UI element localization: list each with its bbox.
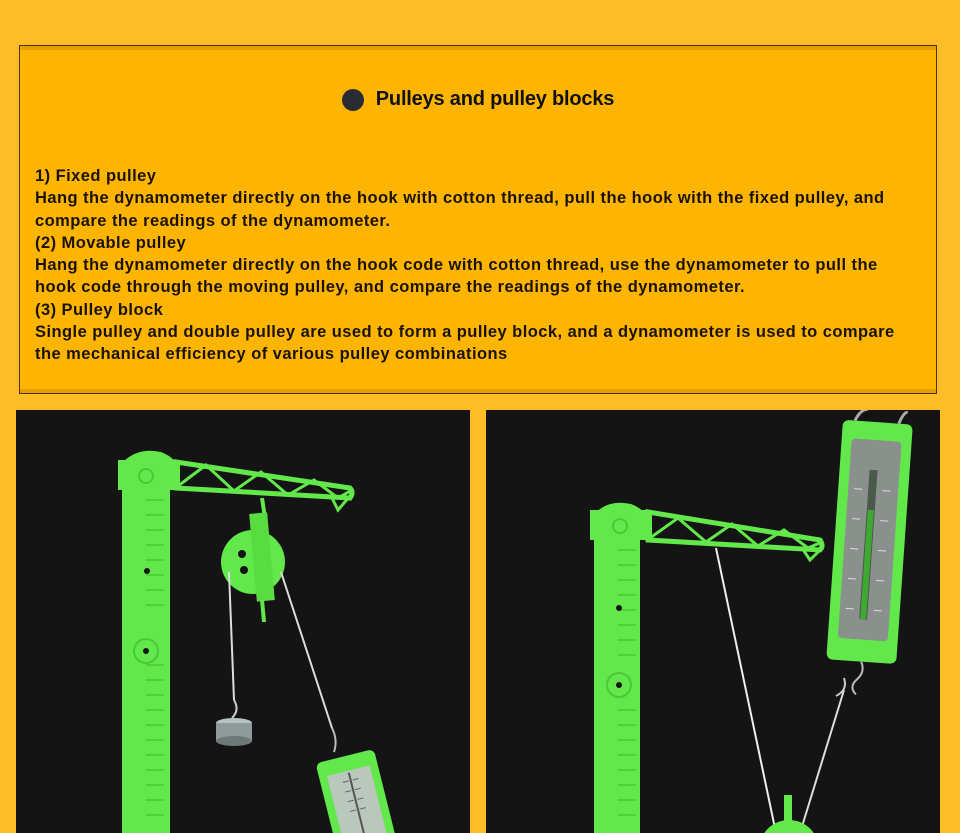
item-description-movable-pulley: Hang the dynamometer directly on the hook code with cotton thread, use the dynamometer to pull the hook code through the moving pulley, and compare the readings of the dynamometer. [35,256,878,297]
fixed-pulley-setup-photo [16,410,470,833]
crane-movable-pulley-illustration [486,410,940,833]
crane-fixed-pulley-illustration [16,410,470,833]
bullet-icon [342,89,364,111]
item-description-pulley-block: Single pulley and double pulley are used to form a pulley block, and a dynamometer is used to compare the mechanical efficiency of various pulley combinations [35,323,895,364]
item-description-fixed-pulley: Hang the dynamometer directly on the hook with cotton thread, pull the hook with the fixed pulley, and compare the readings of the dynamometer. [35,189,885,230]
instructions [35,165,916,366]
item-heading-fixed-pulley: 1) Fixed pulley [35,167,157,185]
item-heading-pulley-block: (3) Pulley block [35,300,164,319]
item-heading-movable-pulley: (2) Movable pulley [35,233,187,252]
section-title: Pulleys and pulley blocks [375,88,615,110]
section-heading [20,88,936,111]
movable-pulley-setup-photo [486,410,940,833]
info-box [19,45,937,394]
